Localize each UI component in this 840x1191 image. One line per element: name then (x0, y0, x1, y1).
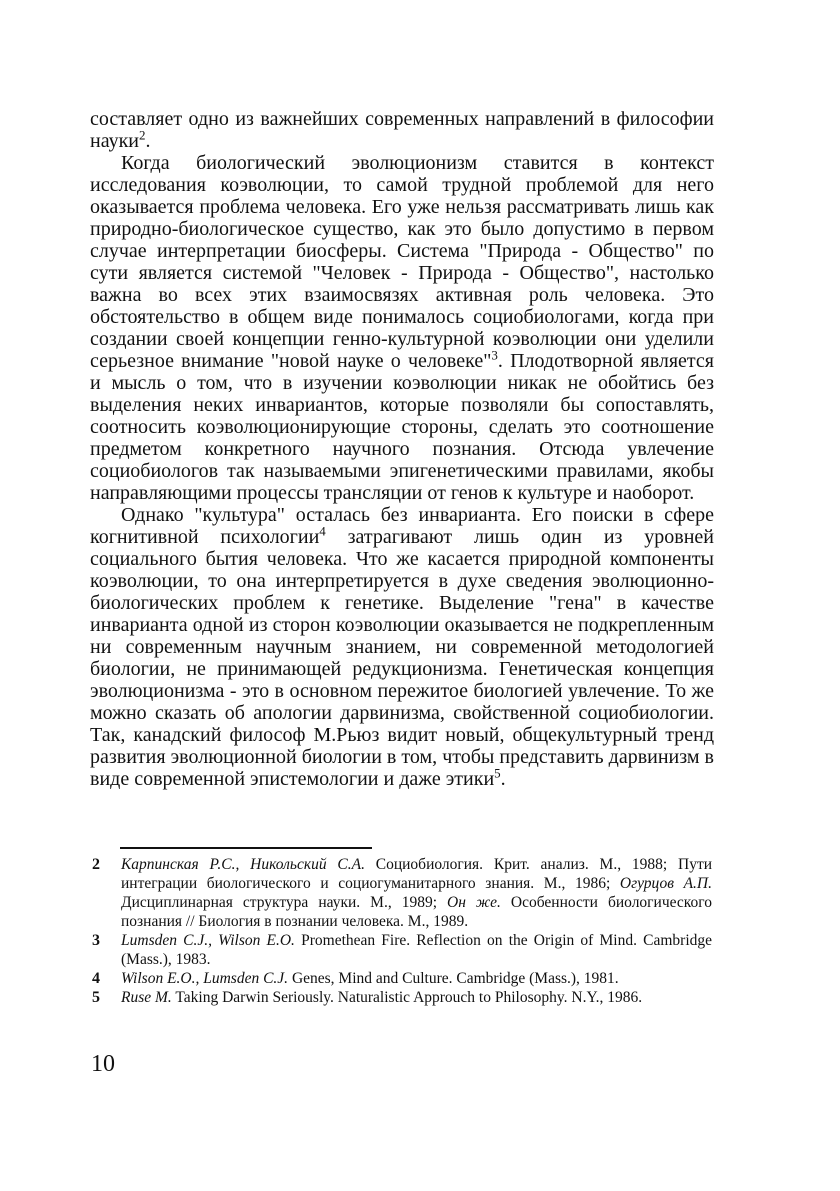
page-number: 10 (91, 1051, 115, 1077)
footnote-author: Огурцов А.П. (619, 875, 712, 892)
paragraph-2: Когда биологический эволюционизм ставится в контекст исследования коэволюции, то самой трудной проблемой для него оказывается проблема человека. Его уже нельзя рассматривать лишь как природно-биологическое существо, как это было допустимо в первом случае интерпретации биосферы. Система "Природа - Общество" по сути является системой "Человек - Природа - Общество", настолько важна во всех этих взаимосвязях активная роль человека. Это обстоятельство в общем виде понималось социобиологами, когда при создании своей концепции генно-культурной коэволюции они уделили серьезное внимание "новой науке о человеке"$^3$. Плодотворной является и мысль о том, что в изучении коэволюции никак не обойтись без выделения неких инвариантов, которые позволяли бы сопоставлять, соотносить коэволюционирующие стороны, сделать это соотношение предметом конкретного научного познания. Отсюда увлечение социобиологов так называемыми эпигенетическими правилами, якобы направляющими процессы трансляции от генов к культуре и наоборот. (90, 152, 714, 504)
footnote-5 (90, 988, 712, 1007)
footnote-author: Карпинская Р.С., Никольский С.А. (121, 856, 365, 873)
footnote-author: Lumsden C.J., Wilson E.O. (121, 932, 295, 949)
paragraph-3: Однако "культура" осталась без инварианта. Его поиски в сфере когнитивной психологии$^4$ затрагивают лишь один из уровней социального бытия человека. Что же касается природной компоненты коэволюции, то она интерпретируется в духе сведения эволюционно-биологических проблем к генетике. Выделение "гена" в качестве инварианта одной из сторон коэволюции оказывается не подкрепленным ни современным научным знанием, ни современной методологией биологии, не принимающей редукционизма. Генетическая концепция эволюционизма - это в основном пережитое биологией увлечение. То же можно сказать об апологии дарвинизма, свойственной социобиологии. Так, канадский философ М.Рьюз видит новый, общекультурный тренд развития эволюционной биологии в том, чтобы представить дарвинизм в виде современной эпистемологии и даже этики$^5$. (90, 504, 715, 790)
footnote-2 (90, 855, 712, 931)
footnote-text: Ruse M. Taking Darwin Seriously. Naturalistic Approuch to Philosophy. N.Y., 1986. (121, 989, 643, 1006)
footnote-number: 4 (92, 970, 100, 987)
footnote-author: Он же. (447, 894, 501, 911)
footnote-3 (90, 931, 712, 969)
footnote-text: Lumsden C.J., Wilson E.O. Promethean Fire. Reflection on the Origin of Mind. Cambridge (Mass.), 1983. (121, 932, 712, 968)
footnote-divider (120, 847, 372, 849)
footnote-number: 2 (92, 856, 100, 873)
footnote-ref-2: 2 (138, 127, 146, 143)
footnotes (90, 855, 712, 1007)
footnote-ref-5: 5 (494, 765, 501, 781)
footnote-ref-4: 4 (319, 523, 326, 539)
footnote-number: 5 (92, 989, 100, 1006)
footnote-4 (90, 969, 712, 988)
paragraph-1: составляет одно из важнейших современных направлений в философии науки$^2$. (90, 108, 714, 152)
footnote-number: 3 (92, 932, 100, 949)
main-text (90, 108, 714, 790)
footnote-text: Wilson E.O., Lumsden C.J. Genes, Mind and Culture. Cambridge (Mass.), 1981. (121, 970, 619, 987)
footnote-author: Ruse M. (121, 989, 172, 1006)
footnote-ref-3: 3 (491, 347, 498, 363)
footnote-text: Карпинская Р.С., Никольский С.А. Социобиология. Крит. анализ. М., 1988; Пути интеграции биологического и социогуманитарного знания. М., 1986; Огурцов А.П. Дисциплинарная структура науки. М., 1989; Он же. Особенности биологического познания // Биология в познании человека. М., 1989. (121, 856, 713, 930)
footnote-author: Wilson E.O., Lumsden C.J. (121, 970, 289, 987)
